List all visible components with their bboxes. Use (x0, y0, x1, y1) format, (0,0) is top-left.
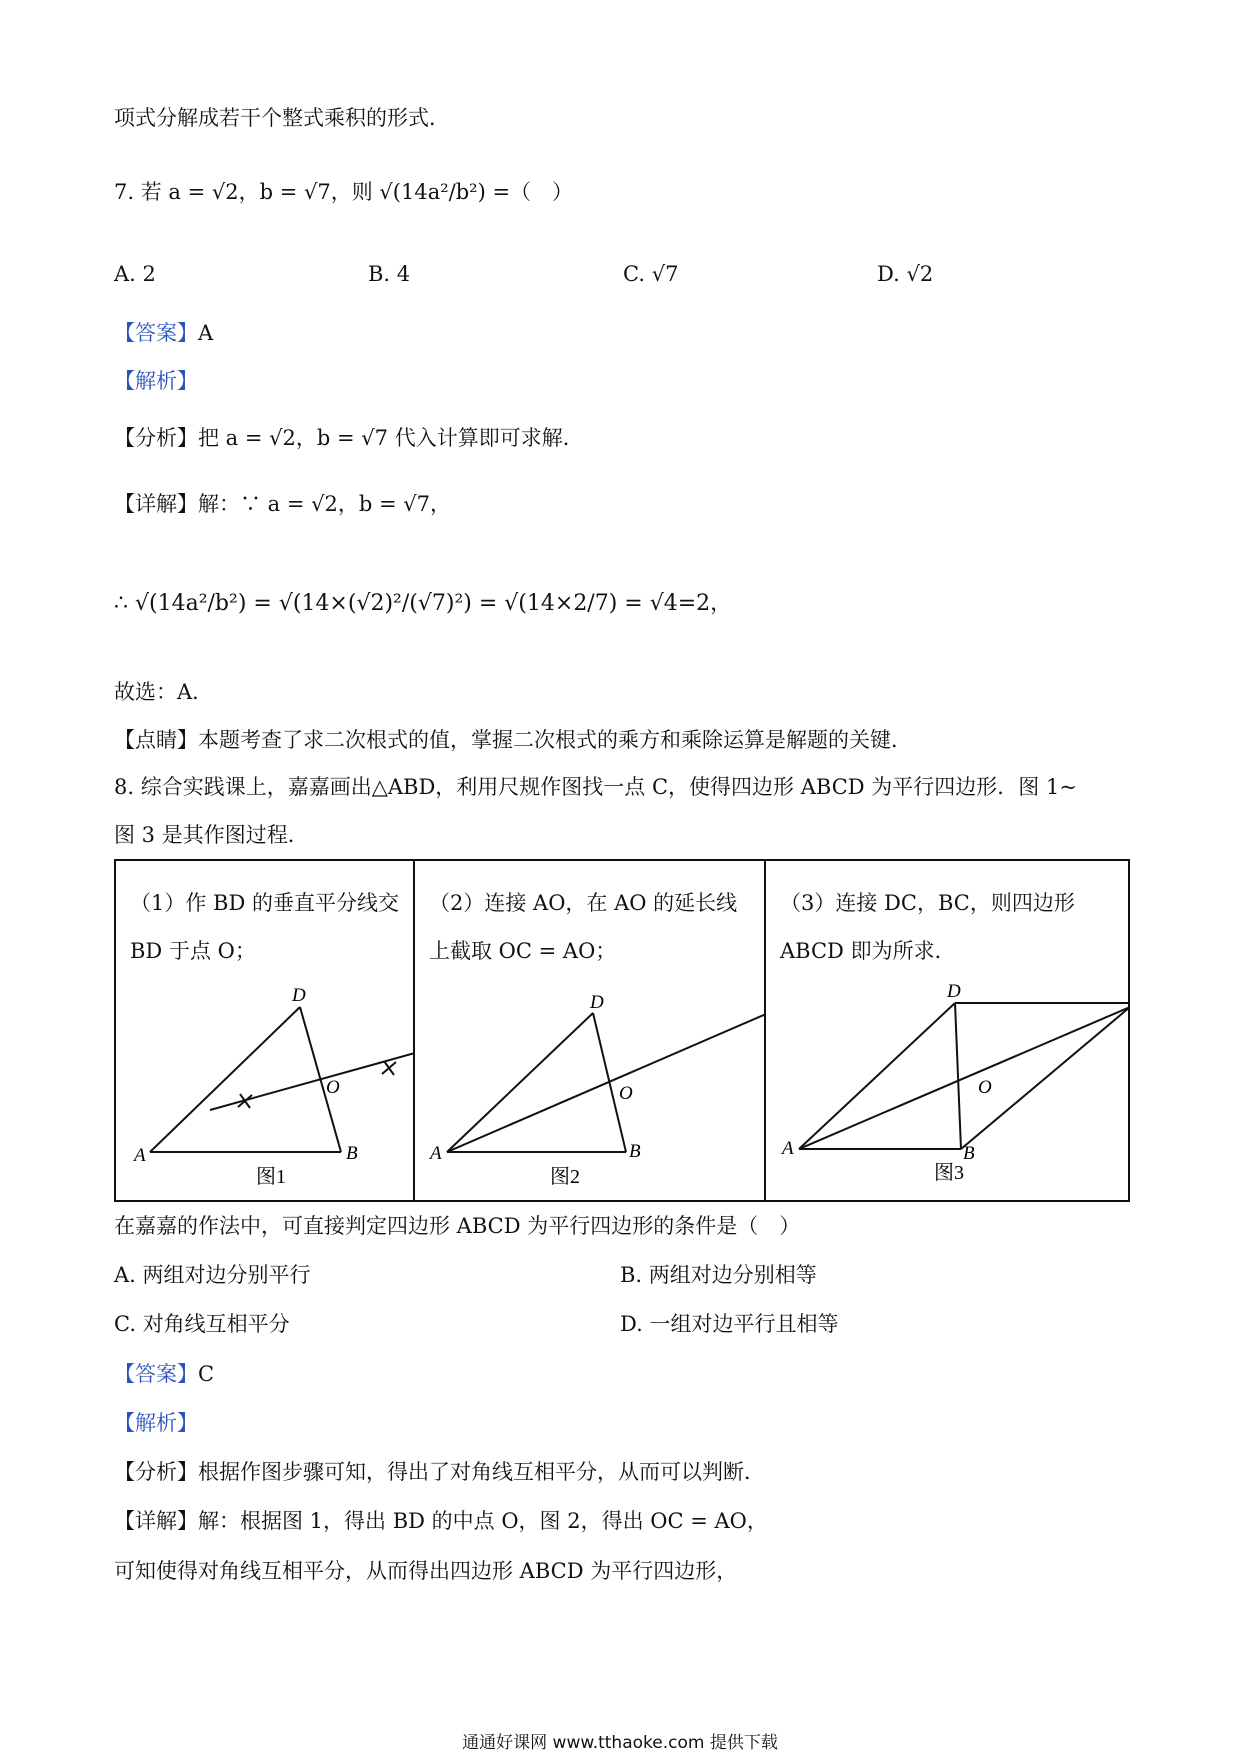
q8-xiangjie (114, 1506, 768, 1536)
dianjing-text: 本题考查了求二次根式的值，掌握二次根式的乘方和乘除运算是解题的关键． (198, 728, 912, 752)
q8-conclusion: 可知使得对角线互相平分，从而得出四边形 ABCD 为平行四边形， (114, 1559, 738, 1583)
answer-tag: 【答案】 (114, 1362, 198, 1386)
point-label-d: D (292, 985, 306, 1006)
q7-option-a (114, 259, 156, 289)
option-text: 对角线互相平分 (142, 1312, 290, 1336)
q8-stem-line1: 8. 综合实践课上，嘉嘉画出△ABD，利用尺规作图找一点 C，使得四边形 ABCD 为平行四边形．图 1~ (114, 775, 1077, 799)
point-label-a: A (134, 1145, 146, 1166)
answer-value: C (198, 1362, 215, 1386)
q7-option-c (623, 259, 678, 289)
dianjing-tag: 【点睛】 (114, 728, 198, 752)
option-label: A. (114, 262, 136, 286)
q8-option-b (620, 1260, 817, 1290)
fenxi-tag: 【分析】 (114, 426, 198, 450)
segment-ad (150, 1007, 300, 1152)
option-label: A. (114, 1263, 136, 1287)
point-label-d: D (947, 981, 961, 1002)
point-label-b: B (963, 1143, 975, 1164)
diagonal-ac (799, 1007, 1130, 1149)
point-label-a: A (430, 1143, 442, 1164)
option-text: 2 (142, 262, 156, 286)
step-text-2: （2）连接 AO，在 AO 的延长线上截取 OC = AO； (429, 891, 738, 963)
q8-stem-line2: 图 3 是其作图过程． (114, 823, 309, 847)
ray-ao-extended (447, 1014, 766, 1152)
intro-line: 项式分解成若干个整式乘积的形式． (114, 106, 450, 130)
xiangjie-text: 解：根据图 1，得出 BD 的中点 O，图 2，得出 OC = AO， (198, 1509, 768, 1533)
arc-mark-right (382, 1061, 396, 1075)
jiexi-tag: 【解析】 (114, 369, 198, 393)
option-label: B. (620, 1263, 643, 1287)
point-label-b: B (629, 1141, 641, 1162)
fenxi-text: 把 a = √2，b = √7 代入计算即可求解． (198, 426, 584, 450)
q8-option-a (114, 1260, 311, 1290)
step-cell-1 (115, 860, 414, 1201)
q8-answer (114, 1359, 214, 1389)
step-text-1: （1）作 BD 的垂直平分线交 BD 于点 O； (130, 891, 399, 963)
q8-fenxi (114, 1457, 765, 1487)
q7-option-b (368, 259, 410, 289)
point-label-o: O (326, 1077, 340, 1098)
option-text: √2 (906, 262, 934, 286)
step-cell-3 (765, 860, 1129, 1201)
q7-guxuan: 故选：A． (114, 680, 214, 704)
q8-jiexi (114, 1408, 198, 1438)
figure-caption-3: 图3 (934, 1162, 964, 1184)
q7-jiexi (114, 366, 198, 396)
option-text: √7 (651, 262, 679, 286)
segment-ad (799, 1003, 955, 1149)
xiangjie-tag: 【详解】 (114, 1509, 198, 1533)
q8-option-c (114, 1309, 290, 1339)
q7-xiangjie (114, 489, 451, 519)
point-label-o: O (619, 1083, 633, 1104)
xiangjie-tag: 【详解】 (114, 492, 198, 516)
answer-tag: 【答案】 (114, 321, 198, 345)
option-text: 一组对边平行且相等 (649, 1312, 839, 1336)
q8-option-d (620, 1309, 838, 1339)
option-label: B. (368, 262, 391, 286)
step-cell-2 (414, 860, 765, 1201)
figure-caption-1: 图1 (256, 1166, 286, 1188)
option-label: D. (877, 262, 900, 286)
figure-caption-2: 图2 (550, 1166, 580, 1188)
construction-steps-table (114, 859, 1130, 1202)
q7-dianjing (114, 725, 912, 755)
q7-option-d (877, 259, 933, 289)
point-label-a: A (782, 1138, 794, 1159)
xiangjie-text: 解：∵ a = √2，b = √7， (198, 492, 452, 516)
step-text-3: （3）连接 DC，BC，则四边形 ABCD 即为所求． (780, 891, 1075, 963)
option-label: D. (620, 1312, 643, 1336)
diagonal-db (955, 1003, 961, 1149)
jiexi-tag: 【解析】 (114, 1411, 198, 1435)
point-label-d: D (590, 992, 604, 1013)
option-text: 两组对边分别相等 (648, 1263, 817, 1287)
q7-stem: 7. 若 a = √2，b = √7，则 √(14a²/b²) =（ ） (114, 180, 574, 204)
q7-fenxi (114, 423, 584, 453)
segment-ad (447, 1013, 593, 1152)
point-label-o: O (978, 1077, 992, 1098)
fenxi-text: 根据作图步骤可知，得出了对角线互相平分，从而可以判断． (198, 1460, 765, 1484)
point-label-b: B (346, 1143, 358, 1164)
q7-calc: ∴ √(14a²/b²) = √(14×(√2)²/(√7)²) = √(14×2/7) = √4=2， (114, 591, 733, 616)
option-text: 两组对边分别平行 (142, 1263, 311, 1287)
q7-answer (114, 318, 213, 348)
fenxi-tag: 【分析】 (114, 1460, 198, 1484)
q8-question: 在嘉嘉的作法中，可直接判定四边形 ABCD 为平行四边形的条件是（ ） (114, 1214, 801, 1238)
option-label: C. (623, 262, 645, 286)
option-label: C. (114, 1312, 136, 1336)
option-text: 4 (396, 262, 411, 286)
page-footer: 通通好课网 www.tthaoke.com 提供下载 (462, 1733, 778, 1753)
answer-value: A (198, 321, 214, 345)
